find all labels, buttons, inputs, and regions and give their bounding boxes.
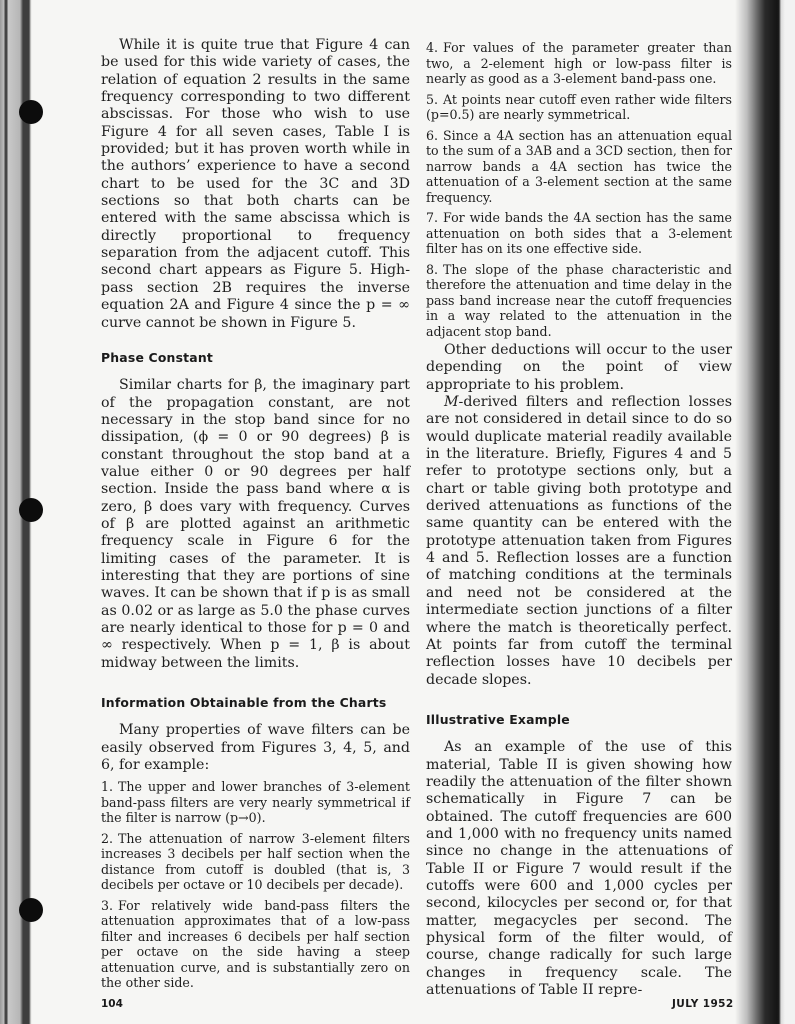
list-item [426,40,732,87]
list-item-text: The slope of the phase characteristic and therefore the attenuation and time delay in the pass band increase near the cutoff frequencies in a way related to the attenuation in the adjacent stop band. [426,261,732,339]
list-item [101,779,410,826]
list-item-number: 1. [101,779,114,795]
phase-constant-paragraph: Similar charts for β, the imaginary part of the propagation constant, are not necessary in the stop band since for no dissipation, (ϕ = 0 or 90 degrees) β is constant throughout the stop band at a value either 0 or 90 degrees per half section. Inside the pass band where α is zero, β does vary with frequency. Curves of β are plotted against an arithmetic frequency scale in Figure 6 for the limiting cases of the parameter. It is interesting that they are portions of sine waves. It can be shown that if p is as small as 0.02 or as large as 5.0 the phase curves are nearly identical to those for p = 0 and ∞ respectively. When p = 1, β is about midway between the limits. [101,377,410,671]
list-item-text: The attenuation of narrow 3-element filters increases 3 decibels per half section when the distance from cutoff is doubled (that is, 3 decibels per octave or 10 decibels per decade). [101,830,410,893]
m-derived-paragraph [426,394,732,689]
intro-paragraph: While it is quite true that Figure 4 can be used for this wide variety of cases, the relation of equation 2 results in the same frequency corresponding to two different abscissas. For those who wish to use Figure 4 for all seven cases, Table I is provided; but it has proven worth while in the authors’ experience to have a second chart to be used for the 3C and 3D sections so that both charts can be entered with the same abscissa which is directly proportional to frequency separation from the adjacent cutoff. This second chart appears as Figure 5. High-pass section 2B requires the inverse equation 2A and Figure 4 since the p = ∞ curve cannot be shown in Figure 5. [101,37,410,331]
list-item [101,831,410,893]
information-paragraph: Many properties of wave filters can be easily observed from Figures 3, 4, 5, and 6, for example: [101,722,410,774]
list-item-number: 6. [426,127,439,143]
list-item-number: 4. [426,40,439,55]
list-item-text: For values of the parameter greater than two, a 2-element high or low-pass filter is nearly as good as a 3-element band-pass one. [426,40,732,86]
binding-hole [19,898,43,922]
list-item [101,898,410,991]
m-derived-text: -derived filters and reflection losses are not considered in detail since to do so would duplicate material readily available in the literature. Briefly, Figures 4 and 5 refer to prototype sections only, but a chart or table giving both prototype and derived attenuations as functions of the same quantity can be entered with the prototype attenuation taken from Figures 4 and 5. Reflection losses are a function of matching conditions at the terminals and need not be considered at the intermediate section junctions of a filter where the match is theoretically perfect. At points far from cutoff the terminal reflection losses have 10 decibels per decade slopes. [426,394,732,688]
list-item [426,210,732,257]
section-heading-phase-constant: Phase Constant [101,349,213,365]
list-item-text: For wide bands the 4A section has the same attenuation on both sides that a 3-element filter has on its one effective side. [426,210,732,256]
binding-hole [19,100,43,124]
m-derived-lead: M [444,394,459,411]
list-item-number: 2. [101,830,114,846]
list-item-text: For relatively wide band-pass filters the attenuation approximates that of a low-pass filter and increases 6 decibels per half section per octave on the side having a steep attenuation curve, and is substantially zero on the other side. [101,897,410,991]
binding-hole [19,498,43,522]
list-item-text: Since a 4A section has an attenuation equal to the sum of a 3AB and a 3CD section, then for narrow bands a 4A section has twice the attenuation of a 3-element section at the same frequency. [426,127,732,205]
list-item [426,128,732,206]
list-item-number: 8. [426,261,439,277]
deductions-paragraph: Other deductions will occur to the user depending on the point of view appropriate to his problem. [426,342,732,393]
list-item [426,92,732,123]
list-item-number: 7. [426,210,439,225]
page-number: 104 [101,998,123,1010]
illustrative-paragraph: As an example of the use of this material, Table II is given showing how readily the attenuation of the filter shown schematically in Figure 7 can be obtained. The cutoff frequencies are 600 and 1,000 with no frequency units named since no change in the attenuations of Table II or Figure 7 would result if the cutoffs were 600 and 1,000 cycles per second, kilocycles per second or, for that matter, megacycles per second. The physical form of the filter would, of course, change radically for such large changes in frequency scale. The attenuations of Table II repre- [426,739,732,999]
list-item-number: 5. [426,91,439,107]
list-item-text: The upper and lower branches of 3-element band-pass filters are very nearly symmetrical if the filter is narrow (p→0). [101,779,410,826]
list-item [426,262,732,340]
page-gutter-shadow [735,0,795,1024]
right-column [426,37,732,999]
left-column [101,37,410,991]
section-heading-information: Information Obtainable from the Charts [101,695,387,711]
list-item-number: 3. [101,897,114,913]
section-heading-illustrative-example: Illustrative Example [426,711,570,727]
list-item-text: At points near cutoff even rather wide filters (p=0.5) are nearly symmetrical. [426,91,732,122]
issue-date: JULY 1952 [672,998,734,1010]
